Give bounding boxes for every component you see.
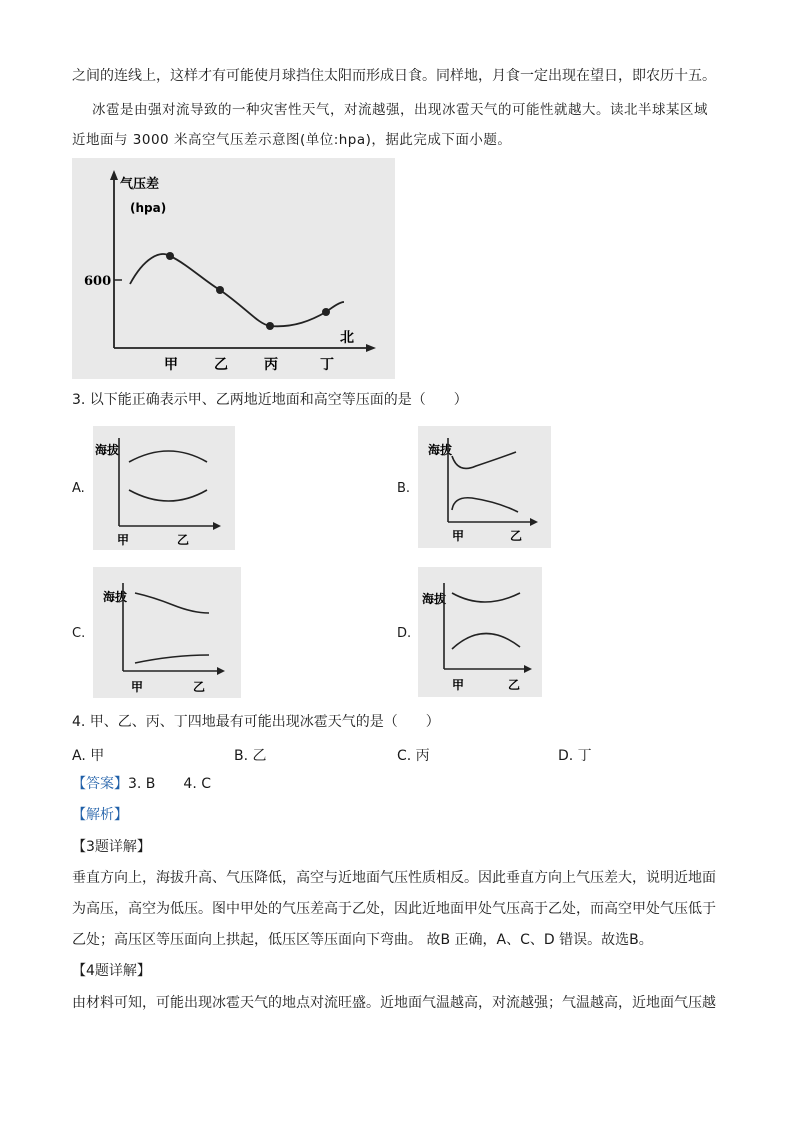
option-b-upper-isobar — [452, 452, 516, 468]
detail-4-title: 【4题详解】 — [72, 963, 151, 979]
detail-3-title: 【3题详解】 — [72, 839, 151, 855]
point-jia — [166, 252, 174, 260]
option-c-ylabel: 海拔 — [103, 590, 128, 604]
option-d-ylabel: 海拔 — [422, 592, 447, 606]
figure-ytick: 600 — [84, 274, 112, 289]
x-label-yi: 乙 — [214, 357, 228, 373]
option-d-label: D. — [397, 626, 412, 641]
option-a-label: A. — [72, 481, 85, 496]
detail-3-para-3: 乙处；高压区等压面向上拱起，低压区等压面向下弯曲。 故B 正确，A、C、D 错误。故选B。 — [72, 932, 653, 948]
x-label-bing: 丙 — [264, 357, 278, 373]
option-b-figure — [418, 426, 551, 548]
q4-choice-d[interactable]: D. 丁 — [558, 748, 592, 764]
option-b-xlabel-2: 乙 — [510, 529, 523, 543]
point-bing — [266, 322, 274, 330]
option-c-lower-isobar — [135, 655, 209, 663]
option-c-upper-isobar — [135, 593, 209, 613]
text-line-2: 冰雹是由强对流导致的一种灾害性天气，对流越强，出现冰雹天气的可能性就越大。读北半球某区域 — [92, 102, 708, 118]
q4-choice-a[interactable]: A. 甲 — [72, 748, 105, 764]
detail-4-para-1: 由材料可知，可能出现冰雹天气的地点对流旺盛。近地面气温越高，对流越强；气温越高，近地面气压越 — [72, 995, 716, 1011]
option-d-lower-isobar — [452, 633, 520, 649]
text-line-3: 近地面与 3000 米高空气压差示意图(单位:hpa)，据此完成下面小题。 — [72, 132, 512, 148]
option-c-label: C. — [72, 626, 86, 641]
point-ding — [322, 308, 330, 316]
answer-line — [72, 775, 211, 793]
north-label: 北 — [340, 330, 354, 346]
answer-tag: 【答案】 — [72, 776, 128, 792]
detail-3-para-1: 垂直方向上，海拔升高、气压降低，高空与近地面气压性质相反。因此垂直方向上气压差大，说明近地面 — [72, 870, 716, 886]
detail-3-para-2: 为高压，高空为低压。图中甲处的气压差高于乙处，因此近地面甲处气压高于乙处，而高空甲处气压低于 — [72, 901, 716, 917]
figure-ylabel: 气压差 — [120, 177, 160, 192]
option-a-lower-isobar — [129, 490, 207, 501]
option-c-figure — [93, 567, 241, 698]
option-b-lower-isobar — [452, 498, 518, 512]
point-yi — [216, 286, 224, 294]
text-line-1: 之间的连线上，这样才有可能使月球挡住太阳而形成日食。同样地，月食一定出现在望日，即农历十五。 — [72, 68, 716, 84]
option-a-figure — [93, 426, 235, 550]
option-b-ylabel: 海拔 — [428, 443, 453, 457]
option-a-xlabel-1: 甲 — [117, 533, 130, 547]
option-b-label: B. — [397, 481, 411, 496]
option-c-xlabel-2: 乙 — [193, 680, 206, 694]
figure-unit: (hpa) — [130, 201, 167, 215]
pressure-curve — [130, 254, 344, 326]
option-a-upper-isobar — [129, 451, 207, 462]
q4-choice-c[interactable]: C. 丙 — [397, 748, 430, 764]
question-4-stem: 4. 甲、乙、丙、丁四地最有可能出现冰雹天气的是（ ） — [72, 714, 440, 730]
q4-choice-b[interactable]: B. 乙 — [234, 748, 267, 764]
option-a-ylabel: 海拔 — [95, 443, 120, 457]
option-c-xlabel-1: 甲 — [131, 680, 144, 694]
x-label-ding: 丁 — [320, 357, 334, 373]
x-axis-arrow-icon — [366, 344, 376, 352]
pressure-difference-figure — [72, 158, 395, 379]
question-3-stem: 3. 以下能正确表示甲、乙两地近地面和高空等压面的是（ ） — [72, 392, 468, 408]
option-d-xlabel-1: 甲 — [452, 678, 465, 692]
answer-text: 3. B 4. C — [128, 776, 211, 792]
analysis-tag: 【解析】 — [72, 807, 128, 823]
x-label-jia: 甲 — [164, 357, 178, 373]
option-b-xlabel-1: 甲 — [452, 529, 465, 543]
option-d-figure — [418, 567, 542, 697]
option-d-upper-isobar — [452, 593, 520, 602]
option-a-xlabel-2: 乙 — [177, 533, 190, 547]
option-d-xlabel-2: 乙 — [508, 678, 521, 692]
y-axis-arrow-icon — [110, 170, 118, 180]
